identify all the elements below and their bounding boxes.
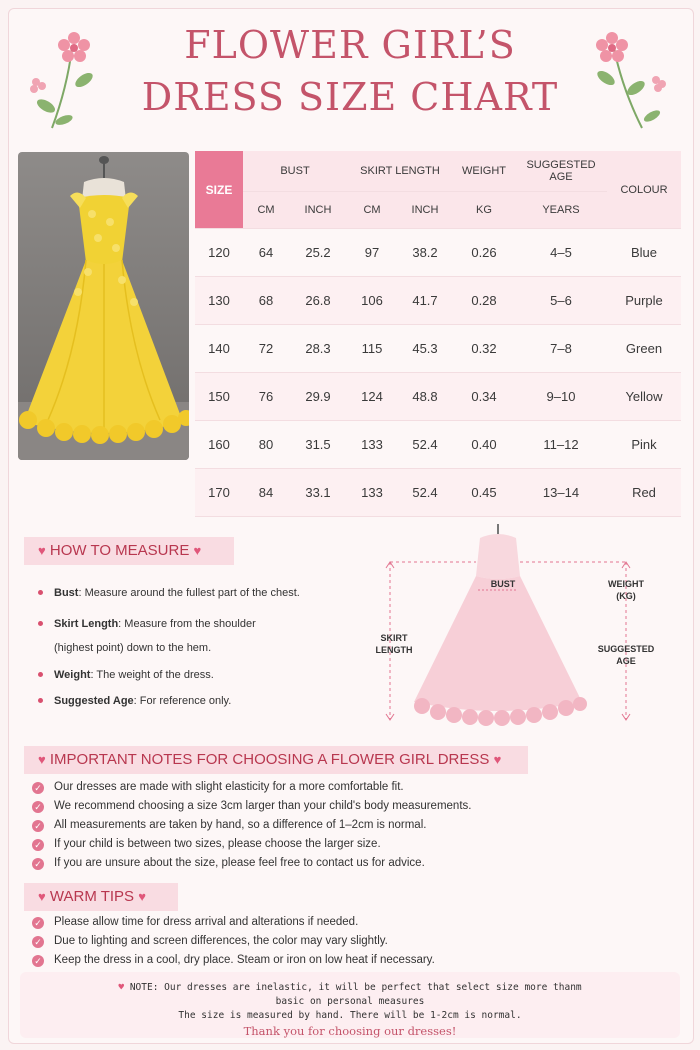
table-cell: 106 — [347, 277, 397, 325]
unit-kg: KG — [453, 192, 515, 229]
unit-cm: CM — [347, 192, 397, 229]
table-cell: 29.9 — [289, 373, 347, 421]
table-cell: 0.34 — [453, 373, 515, 421]
colour-header: COLOUR — [607, 151, 681, 229]
table-row — [195, 229, 681, 277]
diagram-skirt-line2: LENGTH — [375, 645, 413, 655]
table-cell: 80 — [243, 421, 289, 469]
bullet-icon — [38, 672, 43, 677]
unit-cm: CM — [243, 192, 289, 229]
table-cell: Blue — [607, 229, 681, 277]
table-cell: Pink — [607, 421, 681, 469]
note-text: Our dresses are made with slight elasticity for a more comfortable fit. — [54, 781, 404, 793]
table-cell: 0.45 — [453, 469, 515, 517]
bullet-icon — [38, 590, 43, 595]
footer-line-3: The size is measured by hand. There will be 1-2cm is normal. — [178, 1010, 522, 1021]
table-cell: 72 — [243, 325, 289, 373]
table-cell: Red — [607, 469, 681, 517]
table-cell: 7–8 — [515, 325, 607, 373]
table-cell: 160 — [195, 421, 243, 469]
thank-you-text: Thank you for choosing our dresses! — [243, 1024, 457, 1038]
diagram-weight-label — [598, 578, 654, 602]
skirt-length-header: SKIRT LENGTH — [347, 151, 453, 192]
note-text: All measurements are taken by hand, so a difference of 1–2cm is normal. — [54, 819, 427, 831]
heart-icon: ♥ — [38, 752, 46, 767]
table-cell: 26.8 — [289, 277, 347, 325]
measure-desc: : The weight of the dress. — [90, 669, 214, 681]
table-cell: 52.4 — [397, 469, 453, 517]
table-row — [195, 277, 681, 325]
check-icon: ✓ — [32, 801, 44, 813]
important-notes-heading: IMPORTANT NOTES FOR CHOOSING A FLOWER GIRL DRESS — [49, 751, 490, 768]
note-text: If you are unsure about the size, please feel free to contact us for advice. — [54, 857, 425, 869]
table-cell: 0.28 — [453, 277, 515, 325]
flower-right-icon — [592, 28, 677, 138]
measure-term: Weight — [54, 669, 91, 681]
heart-icon: ♥ — [138, 889, 146, 904]
check-icon: ✓ — [32, 955, 44, 967]
size-header: SIZE — [195, 151, 243, 229]
suggested-age-header: SUGGESTED AGE — [515, 151, 607, 192]
table-cell: 97 — [347, 229, 397, 277]
table-cell: 150 — [195, 373, 243, 421]
check-icon: ✓ — [32, 917, 44, 929]
heart-icon: ♥ — [38, 543, 46, 558]
size-table — [195, 151, 681, 517]
table-cell: Purple — [607, 277, 681, 325]
diagram-age-label — [592, 643, 660, 667]
table-cell: 120 — [195, 229, 243, 277]
table-cell: 5–6 — [515, 277, 607, 325]
diagram-skirt-label — [368, 632, 420, 656]
footer-note-box — [20, 972, 680, 1038]
table-cell: 31.5 — [289, 421, 347, 469]
table-cell: 9–10 — [515, 373, 607, 421]
table-cell: 48.8 — [397, 373, 453, 421]
weight-header: WEIGHT — [453, 151, 515, 192]
check-icon: ✓ — [32, 858, 44, 870]
diagram-skirt-line1: SKIRT — [380, 633, 408, 643]
unit-years: YEARS — [515, 192, 607, 229]
diagram-weight-line2: (KG) — [616, 591, 636, 601]
bullet-icon — [38, 698, 43, 703]
check-icon: ✓ — [32, 936, 44, 948]
table-cell: 115 — [347, 325, 397, 373]
measure-desc: : Measure from the shoulder — [118, 618, 256, 630]
table-row — [195, 421, 681, 469]
table-cell: 4–5 — [515, 229, 607, 277]
dress-photo — [18, 152, 189, 460]
measure-term: Bust — [54, 587, 79, 599]
table-cell: 76 — [243, 373, 289, 421]
table-cell: 68 — [243, 277, 289, 325]
table-cell: 25.2 — [289, 229, 347, 277]
table-cell: 170 — [195, 469, 243, 517]
bullet-icon — [38, 621, 43, 626]
measure-desc: (highest point) down to the hem. — [54, 642, 212, 654]
check-icon: ✓ — [32, 820, 44, 832]
heart-icon: ♥ — [493, 752, 502, 767]
table-cell: 124 — [347, 373, 397, 421]
table-cell: 38.2 — [397, 229, 453, 277]
table-row — [195, 325, 681, 373]
check-icon: ✓ — [32, 782, 44, 794]
warm-tips-heading: WARM TIPS — [49, 888, 135, 905]
how-to-measure-heading: HOW TO MEASURE — [49, 542, 190, 559]
footer-line-2: basic on personal measures — [275, 996, 425, 1007]
warm-tips-banner — [24, 883, 178, 911]
measure-term: Suggested Age — [54, 695, 134, 707]
table-cell: 28.3 — [289, 325, 347, 373]
diagram-bust-label: BUST — [490, 579, 516, 589]
diagram-age-line2: AGE — [616, 656, 636, 666]
heart-icon: ♥ — [38, 889, 46, 904]
diagram-weight-line1: WEIGHT — [608, 579, 644, 589]
table-cell: 41.7 — [397, 277, 453, 325]
unit-inch: INCH — [289, 192, 347, 229]
measure-desc: : Measure around the fullest part of the chest. — [78, 587, 300, 599]
tip-text: Please allow time for dress arrival and alterations if needed. — [54, 916, 359, 928]
table-cell: 133 — [347, 469, 397, 517]
table-cell: 0.40 — [453, 421, 515, 469]
table-cell: 64 — [243, 229, 289, 277]
table-cell: 11–12 — [515, 421, 607, 469]
heart-icon: ♥ — [118, 982, 125, 993]
table-cell: Yellow — [607, 373, 681, 421]
table-cell: 33.1 — [289, 469, 347, 517]
measure-desc: : For reference only. — [133, 695, 232, 707]
important-notes-banner — [24, 746, 528, 774]
table-cell: 84 — [243, 469, 289, 517]
how-to-measure-banner — [24, 537, 234, 565]
table-row — [195, 469, 681, 517]
table-cell: 130 — [195, 277, 243, 325]
table-cell: 0.32 — [453, 325, 515, 373]
tip-text: Keep the dress in a cool, dry place. Steam or iron on low heat if necessary. — [54, 954, 435, 966]
table-cell: 13–14 — [515, 469, 607, 517]
table-cell: 133 — [347, 421, 397, 469]
unit-inch: INCH — [397, 192, 453, 229]
table-cell: 52.4 — [397, 421, 453, 469]
measure-term: Skirt Length — [54, 618, 119, 630]
table-cell: Green — [607, 325, 681, 373]
footer-line-1 — [20, 982, 680, 993]
flower-left-icon — [22, 28, 102, 138]
tip-text: Due to lighting and screen differences, the color may vary slightly. — [54, 935, 388, 947]
table-cell: 0.26 — [453, 229, 515, 277]
diagram-age-line1: SUGGESTED — [597, 644, 655, 654]
table-row — [195, 373, 681, 421]
title-line-2: DRESS SIZE CHART — [141, 75, 559, 119]
title-line-1: FLOWER GIRL’S — [184, 23, 516, 67]
measure-diagram — [370, 520, 670, 730]
note-text: We recommend choosing a size 3cm larger than your child's body measurements. — [54, 800, 472, 812]
heart-icon: ♥ — [193, 543, 202, 558]
check-icon: ✓ — [32, 839, 44, 851]
note-text: If your child is between two sizes, please choose the larger size. — [54, 838, 381, 850]
footer-text-1: NOTE: Our dresses are inelastic, it will be perfect that select size more thanm — [129, 982, 582, 993]
bust-header: BUST — [243, 151, 347, 192]
table-cell: 140 — [195, 325, 243, 373]
table-cell: 45.3 — [397, 325, 453, 373]
